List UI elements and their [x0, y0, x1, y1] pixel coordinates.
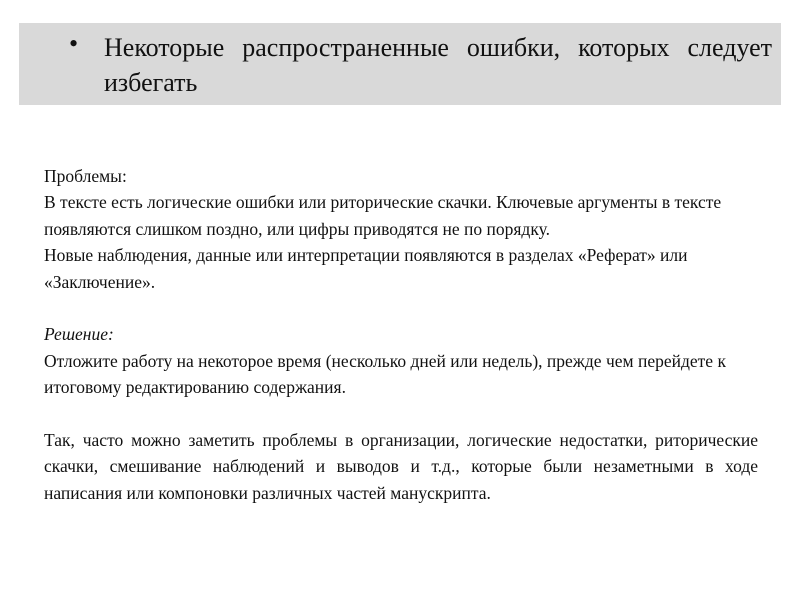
solution-heading: Решение:: [44, 324, 114, 345]
slide-body: [44, 163, 758, 506]
slide-title: Некоторые распространенные ошибки, которых следует избегать: [104, 33, 772, 97]
problem-item-1: В тексте есть логические ошибки или риторические скачки. Ключевые аргументы в тексте появляются слишком поздно, или цифры приводятся не по порядку.: [44, 192, 722, 239]
spacer: [44, 295, 758, 321]
solution-text: Отложите работу на некоторое время (несколько дней или недель), прежде чем перейдете к итоговому редактированию содержания.: [44, 350, 726, 398]
spacer: [44, 401, 758, 427]
bullet-icon: •: [69, 29, 79, 58]
problems-heading: Проблемы:: [44, 166, 127, 186]
problem-item-2: Новые наблюдения, данные или интерпретации появляются в разделах «Реферат» или «Заключение».: [44, 245, 688, 292]
note-paragraph: Так, часто можно заметить проблемы в организации, логические недостатки, риторические скачки, смешивание наблюдений и выводов и т.д., которые были незаметными в ходе написания или компоновки различных частей манускрипта.: [44, 430, 758, 503]
